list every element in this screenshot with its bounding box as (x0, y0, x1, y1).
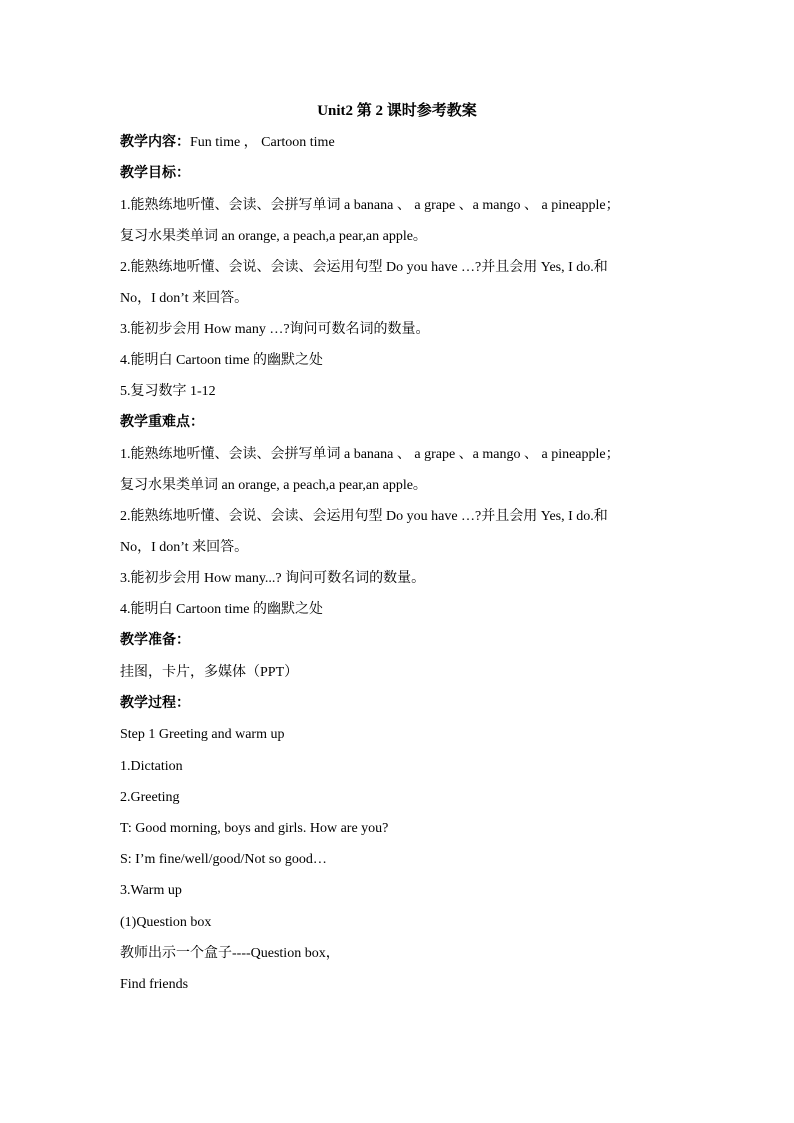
key-points-heading: 教学重难点： (120, 415, 204, 430)
key-point-line: No，I don’t 来回答。 (120, 540, 249, 555)
objective-line: 1.能熟练地听懂、会读、会拼写单词 a banana 、 a grape 、a mango 、 a pineapple； (120, 198, 620, 213)
objective-line: 2.能熟练地听懂、会说、会读、会运用句型 Do you have …?并且会用 Yes, I do.和 (120, 260, 608, 275)
process-line: 教师出示一个盒子----Question box， (120, 946, 340, 961)
objective-line: 5.复习数字 1-12 (120, 384, 216, 399)
objective-line: 3.能初步会用 How many …?询问可数名词的数量。 (120, 322, 430, 337)
key-point-line: 1.能熟练地听懂、会读、会拼写单词 a banana 、 a grape 、a mango 、 a pineapple； (120, 447, 620, 462)
process-line: T: Good morning, boys and girls. How are you? (120, 821, 389, 836)
preparation-heading: 教学准备： (120, 633, 190, 648)
key-point-line: 4.能明白 Cartoon time 的幽默之处 (120, 602, 323, 617)
process-line: 3.Warm up (120, 883, 182, 898)
key-point-line: 2.能熟练地听懂、会说、会读、会运用句型 Do you have …?并且会用 Yes, I do.和 (120, 509, 608, 524)
content-line (120, 132, 680, 154)
objectives-heading: 教学目标： (120, 166, 190, 181)
objective-line: No，I don’t 来回答。 (120, 291, 249, 306)
objective-line: 4.能明白 Cartoon time 的幽默之处 (120, 353, 323, 368)
process-heading: 教学过程： (120, 696, 190, 711)
content-label: 教学内容： (120, 135, 190, 150)
process-line: S: I’m fine/well/good/Not so good… (120, 852, 327, 867)
objective-line: 复习水果类单词 an orange, a peach,a pear,an apple。 (120, 229, 427, 244)
content-text: Fun time ， Cartoon time (190, 135, 335, 150)
process-line: 2.Greeting (120, 790, 180, 805)
process-line: (1)Question box (120, 915, 212, 930)
key-point-line: 复习水果类单词 an orange, a peach,a pear,an apple。 (120, 478, 427, 493)
page-title: Unit2 第 2 课时参考教案 (317, 103, 477, 119)
process-line: Step 1 Greeting and warm up (120, 727, 285, 742)
process-line: Find friends (120, 977, 189, 992)
process-line: 1.Dictation (120, 759, 183, 774)
key-point-line: 3.能初步会用 How many...? 询问可数名词的数量。 (120, 571, 426, 586)
preparation-text: 挂图，卡片，多媒体（PPT） (120, 665, 299, 680)
